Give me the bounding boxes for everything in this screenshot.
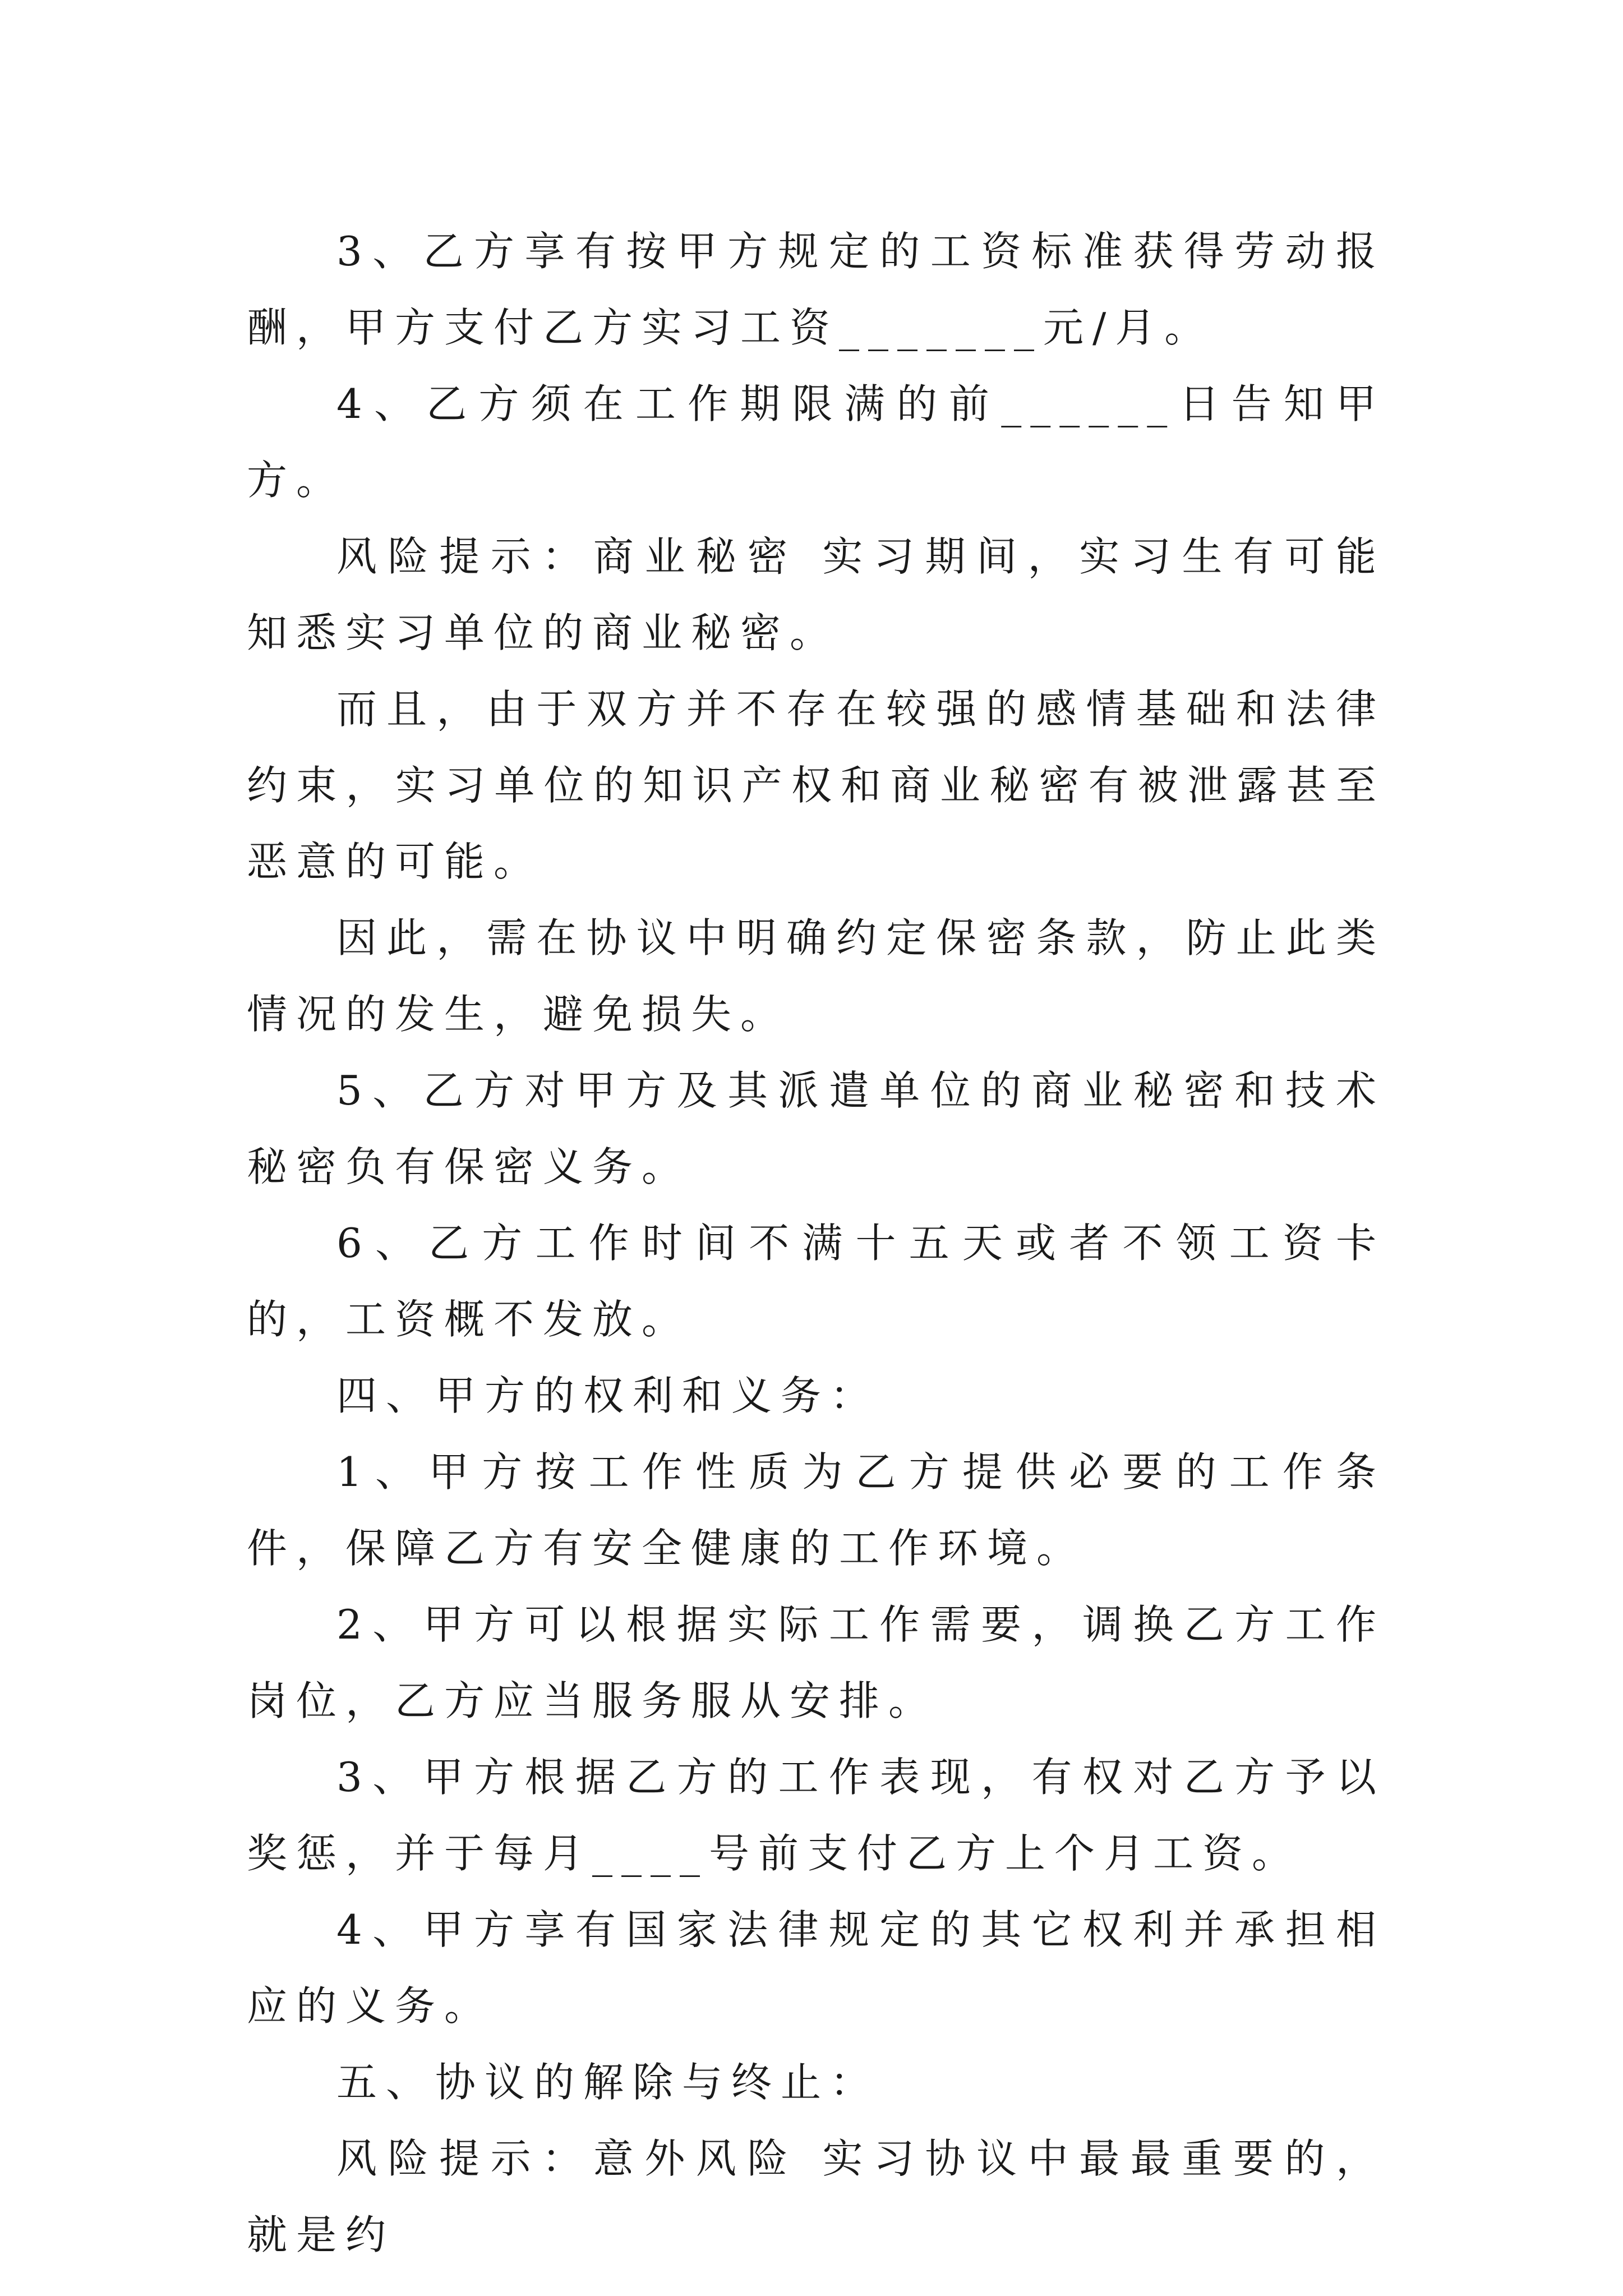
paragraph-clause-6-wage-condition: 6、乙方工作时间不满十五天或者不领工资卡的，工资概不发放。 [247,1220,1385,1343]
paragraph-risk-accident: 风险提示：意外风险 实习协议中最最重要的，就是约 [247,2135,1385,2258]
paragraph-party-a-clause-3: 3、甲方根据乙方的工作表现，有权对乙方予以奖惩，并于每月____号前支付乙方上个月工资。 [247,1754,1385,1877]
paragraph-party-a-clause-2: 2、甲方可以根据实际工作需要，调换乙方工作岗位，乙方应当服务服从安排。 [247,1601,1385,1724]
paragraph-clause-3-wage: 3、乙方享有按甲方规定的工资标准获得劳动报酬，甲方支付乙方实习工资_______元/月。 [247,228,1385,351]
paragraph-risk-explanation: 而且，由于双方并不存在较强的感情基础和法律约束，实习单位的知识产权和商业秘密有被泄露甚至恶意的可能。 [247,685,1385,885]
paragraph-clause-4-notice: 4、乙方须在工作期限满的前______日告知甲方。 [247,380,1385,504]
paragraph-risk-trade-secret: 风险提示：商业秘密 实习期间，实习生有可能知悉实习单位的商业秘密。 [247,533,1385,656]
paragraph-party-a-clause-1: 1、甲方按工作性质为乙方提供必要的工作条件，保障乙方有安全健康的工作环境。 [247,1448,1385,1572]
section-heading-party-a-rights: 四、甲方的权利和义务： [336,1372,880,1419]
paragraph-confidentiality-advice: 因此，需在协议中明确约定保密条款，防止此类情况的发生，避免损失。 [247,914,1385,1038]
paragraph-party-a-clause-4: 4、甲方享有国家法律规定的其它权利并承担相应的义务。 [247,1906,1385,2030]
document-body [247,213,1385,2273]
paragraph-clause-5-confidentiality: 5、乙方对甲方及其派遣单位的商业秘密和技术秘密负有保密义务。 [247,1067,1385,1190]
section-heading-termination: 五、协议的解除与终止： [336,2059,880,2106]
